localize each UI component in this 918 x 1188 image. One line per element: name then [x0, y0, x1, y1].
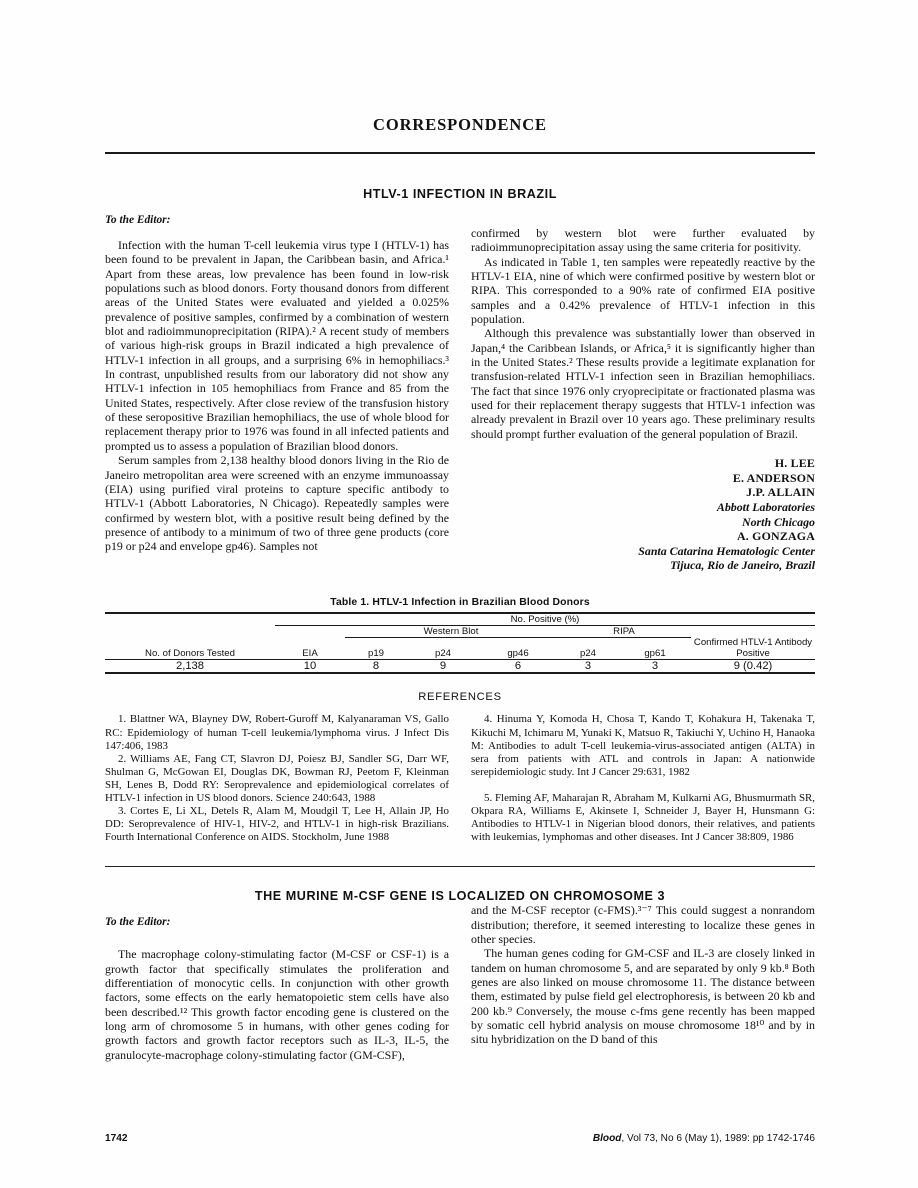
col-header-ripa-gp61: gp61: [644, 648, 666, 660]
table-caption: Table 1. HTLV-1 Infection in Brazilian Blood Donors: [330, 596, 590, 608]
footer-citation-rest: , Vol 73, No 6 (May 1), 1989: pp 1742-1746: [621, 1133, 815, 1144]
col-header-wb-p19: p19: [367, 648, 384, 660]
references-left-column: [105, 713, 449, 844]
article-1-left-body: [105, 238, 449, 554]
article-1-right-body: [471, 226, 815, 441]
article-2-right-column: [471, 903, 815, 1046]
group-western-blot: Western Blot: [345, 625, 557, 637]
article-1-title: HTLV-1 INFECTION IN BRAZIL: [363, 187, 557, 201]
article-2-left-column: [105, 903, 449, 1062]
table-1-wrapper: [105, 597, 815, 675]
paragraph: Infection with the human T-cell leukemia virus type I (HTLV-1) has been found to be prevalent in Japan, the Caribbean basin, and Africa.¹ Apart from these areas, low prevalence has been found in low-risk populations such as blood donors. Forty thousand donors from different areas of the United States were evaluated and yielded a 0.025% prevalence of positive samples, confirmed by a combination of western blot and radioimmunoprecipitation (RIPA).² A recent study of members of various high-risk groups in Brazil indicated a high prevalence of HTLV-1 infection in all groups, and a surprising 6% in hemophiliacs.³ In contrast, unpublished results from our laboratory did not show any HTLV-1 infection in 105 hemophiliacs from France and 85 from the United States, respectively. After close review of the transfusion history of these seropositive Brazilian hemophiliacs, the use of whole blood for replacement therapy prior to 1976 was found in all infected patients and prompted us to assess a population of Brazilian blood donors.: [105, 238, 449, 453]
reference-item: 1. Blattner WA, Blayney DW, Robert-Guroff M, Kalyanaraman VS, Gallo RC: Epidemiology of human T-cell leukemia/lymphoma virus. J Infect Dis 147:406, 1983: [105, 713, 449, 752]
page-content: [105, 0, 815, 1188]
signature-line: J.P. ALLAIN: [746, 485, 815, 500]
article-1-right-column: [471, 201, 815, 573]
reference-item: 4. Hinuma Y, Komoda H, Chosa T, Kando T, Kohakura H, Takenaka T, Kikuchi M, Ichimaru M, Yunaki K, Matsuo R, Takiuchi Y, Uchino H, Hanaoka M: Antibodies to adult T-cell leukemia-virus-associated antigen (ALTA) in sera from patients with ATL and controls in Japan: A nationwide serepidemiologic study. Int J Cancer 29:631, 1982: [471, 713, 815, 778]
cell-wb-p19: 8: [372, 660, 380, 673]
signature-line: Tijuca, Rio de Janeiro, Brazil: [670, 558, 815, 573]
page-title: CORRESPONDENCE: [373, 115, 547, 134]
signature-line: North Chicago: [741, 514, 815, 529]
col-header-ripa-p24: p24: [579, 648, 596, 660]
article-1-left-column: [105, 201, 449, 554]
table-spanner-row: [105, 613, 815, 626]
masthead-rule: [105, 152, 815, 154]
table-row: [105, 660, 815, 674]
cell-wb-gp46: 6: [514, 660, 522, 673]
paragraph: Serum samples from 2,138 healthy blood donors living in the Rio de Janeiro metropolitan area were screened with an enzyme immunoassay (EIA) using purified viral proteins to capture specific antibody to HTLV-1 (Abbott Laboratories, N Chicago). Repeatedly samples were confirmed by western blot, with a positive result being defined by the presence of antibody to a minimum of two of three gene products (core p19 or p24 and envelope gp46). Samples not: [105, 453, 449, 554]
to-the-editor-label-2: To the Editor:: [105, 916, 171, 929]
group-ripa: RIPA: [557, 625, 691, 637]
cell-confirmed: 9 (0.42): [733, 660, 773, 673]
paragraph: As indicated in Table 1, ten samples were repeatedly reactive by the HTLV-1 EIA, nine of which were confirmed positive by western blot or RIPA. This corresponded to a 90% rate of confirmed EIA positive samples and a 0.42% prevalence of HTLV-1 infection in this population.: [471, 254, 815, 327]
footer-page-number: 1742: [105, 1133, 128, 1144]
article-2-right-body: [471, 903, 815, 1046]
article-2-title: THE MURINE M-CSF GENE IS LOCALIZED ON CHROMOSOME 3: [254, 889, 666, 904]
paragraph: The macrophage colony-stimulating factor (M-CSF or CSF-1) is a growth factor that specifically stimulates the proliferation and differentiation of monocytic cells. In conjunction with other growth factors, some effects on the early hematopoietic stem cells have also been described.¹² This growth factor encoding gene is clustered on the long arm of chromosome 5 in humans, with other genes coding for growth factors and growth factor receptors such as IL-3, IL-5, the granulocyte-macrophage colony-stimulating factor (GM-CSF),: [105, 947, 449, 1062]
references-heading: REFERENCES: [418, 691, 502, 704]
article-2-columns: [105, 903, 815, 1062]
table-header-row: [105, 637, 815, 660]
cell-ripa-gp61: 3: [651, 660, 659, 673]
table-1: [105, 612, 815, 675]
footer-journal-name: Blood: [592, 1133, 622, 1144]
cell-wb-p24: 9: [439, 660, 447, 673]
signature-line: Abbott Laboratories: [716, 499, 815, 514]
paragraph: confirmed by western blot were further evaluated by radioimmunoprecipitation assay using the same criteria for positivity.: [471, 226, 815, 255]
reference-item: 3. Cortes E, Li XL, Detels R, Alam M, Moudgil T, Lee H, Allain JP, Ho DD: Seroprevalence of HIV-1, HIV-2, and HTLV-1 in high-risk Brazilians. Fourth International Conference on AIDS. Stockholm, June 1988: [105, 805, 449, 844]
col-header-confirmed: Confirmed HTLV-1 Antibody Positive: [693, 637, 813, 660]
col-header-donors: No. of Donors Tested: [145, 648, 235, 660]
cell-eia: 10: [303, 660, 317, 673]
page-footer: [105, 1133, 815, 1144]
signature-line: Santa Catarina Hematologic Center: [638, 543, 815, 558]
cell-ripa-p24: 3: [584, 660, 592, 673]
paragraph: Although this prevalence was substantially lower than observed in Japan,⁴ the Caribbean Islands, or Africa,⁵ it is significantly higher than in the United States.² These results provide a legitimate explanation for transfusion-related HTLV-1 infection seen in Brazilian hemophiliacs. The fact that since 1976 only cryoprecipitate or fractionated plasma was used for their replacement therapy suggests that HTLV-1 infection was already prevalent in Brazil over 10 years ago. These preliminary results should prompt further evaluation of the general population of Brazil.: [471, 326, 815, 441]
paragraph: The human genes coding for GM-CSF and IL-3 are closely linked in tandem on human chromosome 5, and are separated by only 9 kb.⁸ Both genes are also linked on mouse chromosome 11. The distance between them, estimated by pulse field gel electrophoresis, is between 20 kb and 200 kb.⁹ Conversely, the mouse c-fms gene recently has been mapped by somatic cell hybrid analysis on mouse chromosome 18¹⁰ and by in situ hybridization on the D band of this: [471, 946, 815, 1047]
col-header-wb-gp46: gp46: [507, 648, 529, 660]
references-columns: [105, 713, 815, 844]
cell-donors: 2,138: [176, 660, 204, 673]
article-1-columns: [105, 201, 815, 573]
signature-line: E. ANDERSON: [732, 470, 815, 485]
col-header-wb-p24: p24: [434, 648, 451, 660]
to-the-editor-label-1: To the Editor:: [105, 214, 171, 226]
author-signature-block: [471, 456, 815, 573]
spanner-no-positive: No. Positive (%): [275, 613, 815, 626]
reference-item: 2. Williams AE, Fang CT, Slavron DJ, Poiesz BJ, Sandler SG, Darr WF, Shulman G, McGowan EI, Douglas DK, Bowman RJ, Peetom F, Kleinman SH, Lenes B, Dodd RY: Seroprevalence and epidemiological correlates of HTLV-1 infection in US blood donors. Science 240:643, 1988: [105, 752, 449, 804]
section-divider: [105, 866, 815, 867]
table-group-row: [105, 625, 815, 637]
paragraph: and the M-CSF receptor (c-FMS).³⁻⁷ This could suggest a nonrandom distribution; therefore, it seemed interesting to localize these genes in other species.: [471, 903, 815, 947]
col-header-eia: EIA: [302, 648, 318, 660]
footer-citation: [593, 1133, 815, 1144]
references-right-column: [471, 713, 815, 844]
signature-line: H. LEE: [774, 456, 815, 471]
article-2-left-body: [105, 947, 449, 1062]
signature-line: A. GONZAGA: [737, 529, 815, 544]
reference-item: 5. Fleming AF, Maharajan R, Abraham M, Kulkarni AG, Bhusmurmath SR, Okpara RA, Williams E, Akinsete I, Schneider J, Bayer H, Hunsmann G: Antibodies to HTLV-1 in Nigerian blood donors, their relatives, and patients with leukemias, lymphomas and other diseases. Int J Cancer 38:809, 1986: [471, 791, 815, 844]
